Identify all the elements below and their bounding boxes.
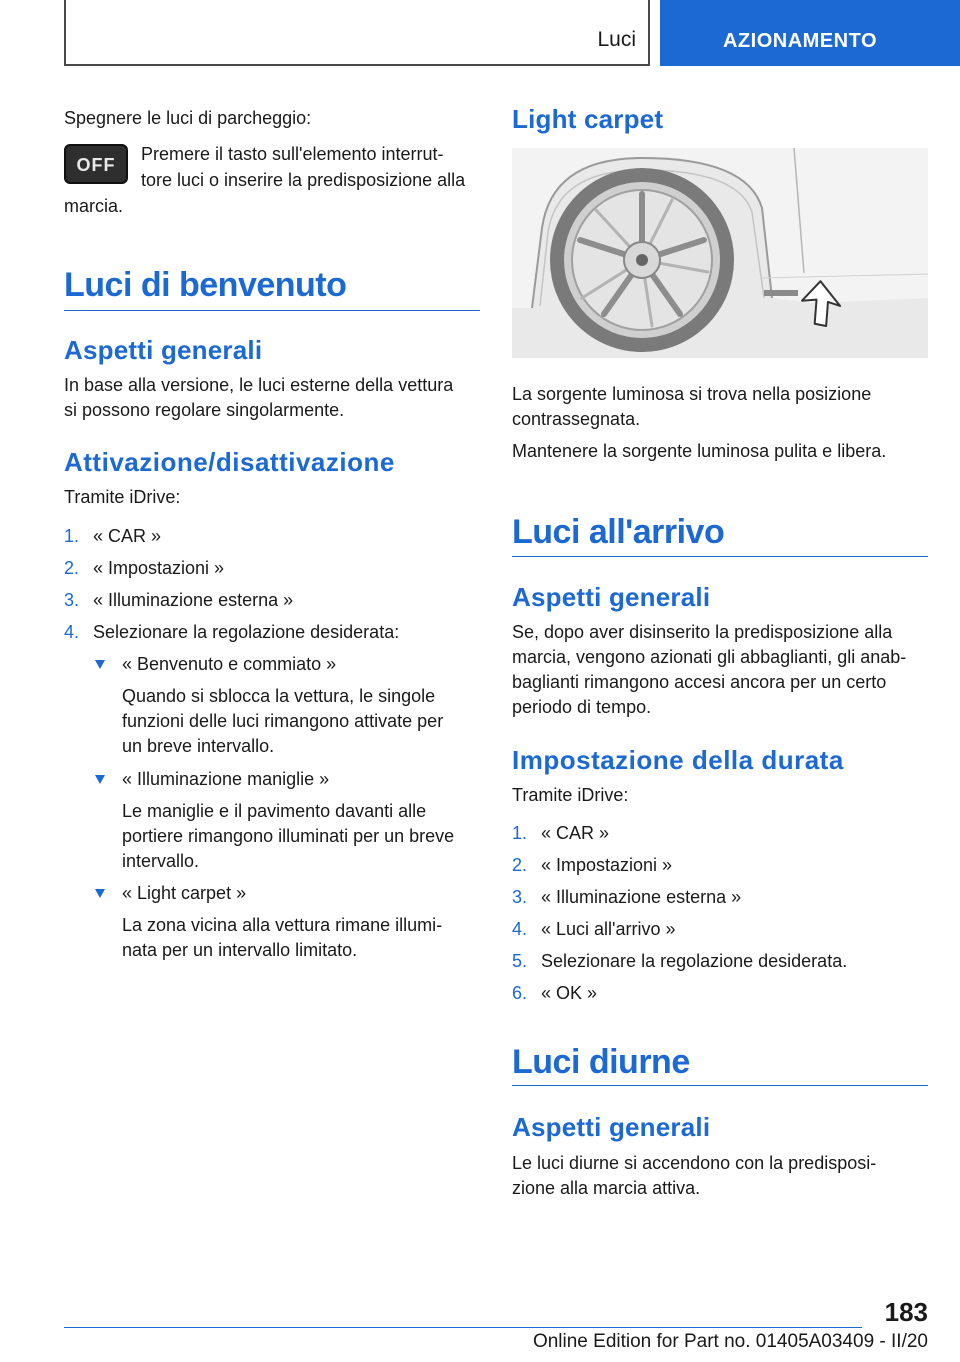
light-carpet-heading: Light carpet bbox=[512, 104, 664, 134]
step-text: « CAR » bbox=[541, 823, 610, 843]
arrival-text-line: baglianti rimangono accesi ancora per un certo bbox=[512, 672, 887, 692]
option-text-line: nata per un intervallo limitato. bbox=[122, 940, 358, 960]
off-instruction-line-3: marcia. bbox=[64, 196, 124, 216]
option-title: « Benvenuto e commiato » bbox=[122, 654, 337, 674]
carpet-text-line-3: Mantenere la sorgente luminosa pulita e libera. bbox=[512, 441, 887, 461]
step-number: 5. bbox=[512, 951, 528, 971]
option-title: « Light carpet » bbox=[122, 883, 247, 903]
bullet-triangle-icon bbox=[95, 660, 105, 669]
option-text-line: Quando si sblocca la vettura, le singole bbox=[122, 686, 436, 706]
parking-lights-intro: Spegnere le luci di parcheggio: bbox=[64, 108, 312, 128]
step-number: 1. bbox=[512, 823, 528, 843]
heading-rule bbox=[64, 310, 480, 311]
daytime-text-line-1: Le luci diurne si accendono con la predisposi- bbox=[512, 1153, 877, 1173]
general-heading-right: Aspetti generali bbox=[512, 582, 711, 612]
footer-rule bbox=[64, 1327, 862, 1328]
step-text: « Impostazioni » bbox=[93, 558, 225, 578]
general-heading-daytime: Aspetti generali bbox=[512, 1112, 711, 1142]
step-text: Selezionare la regolazione desiderata. bbox=[541, 951, 848, 971]
step-text: « OK » bbox=[541, 983, 598, 1003]
option-text-line: Le maniglie e il pavimento davanti alle bbox=[122, 801, 427, 821]
step-number: 2. bbox=[64, 558, 80, 578]
car-wheel-illustration bbox=[512, 148, 928, 358]
step-number: 3. bbox=[512, 887, 528, 907]
option-text-line: portiere rimangono illuminati per un breve bbox=[122, 826, 455, 846]
step-number: 1. bbox=[64, 526, 80, 546]
arrival-text-line: marcia, vengono azionati gli abbaglianti, gli anab- bbox=[512, 647, 907, 667]
off-instruction-line-1: Premere il tasto sull'elemento interrut- bbox=[141, 144, 444, 164]
general-text-line-2: si possono regolare singolarmente. bbox=[64, 400, 345, 420]
footer-edition: Online Edition for Part no. 01405A03409 - II/20 bbox=[532, 1331, 928, 1352]
daytime-text-line-2: zione alla marcia attiva. bbox=[512, 1178, 701, 1198]
step-text: « Luci all'arrivo » bbox=[541, 919, 676, 939]
idrive-label-left: Tramite iDrive: bbox=[64, 487, 181, 507]
option-text-line: La zona vicina alla vettura rimane illumi- bbox=[122, 915, 443, 935]
page-number: 183 bbox=[884, 1297, 928, 1327]
bullet-triangle-icon bbox=[95, 775, 105, 784]
header-section-title: Luci bbox=[597, 28, 636, 51]
option-title: « Illuminazione maniglie » bbox=[122, 769, 330, 789]
step-text: « Illuminazione esterna » bbox=[541, 887, 742, 907]
duration-heading: Impostazione della durata bbox=[512, 745, 844, 775]
step-text: « Illuminazione esterna » bbox=[93, 590, 294, 610]
step-text: « CAR » bbox=[93, 526, 162, 546]
general-heading-left: Aspetti generali bbox=[64, 335, 263, 365]
arrival-text-line: periodo di tempo. bbox=[512, 697, 652, 717]
welcome-lights-heading: Luci di benvenuto bbox=[64, 266, 347, 304]
general-text-line-1: In base alla versione, le luci esterne della vettura bbox=[64, 375, 454, 395]
off-button-icon: OFF bbox=[64, 144, 128, 184]
step-text: Selezionare la regolazione desiderata: bbox=[93, 622, 400, 642]
carpet-text-line-2: contrassegnata. bbox=[512, 409, 641, 429]
option-text-line: intervallo. bbox=[122, 851, 200, 871]
arrival-text-line: Se, dopo aver disinserito la predisposizione alla bbox=[512, 622, 893, 642]
daytime-lights-heading: Luci diurne bbox=[512, 1043, 690, 1081]
carpet-text-line-1: La sorgente luminosa si trova nella posizione bbox=[512, 384, 872, 404]
off-instruction-line-2: tore luci o inserire la predisposizione alla bbox=[141, 170, 466, 190]
activation-heading: Attivazione/disattivazione bbox=[64, 447, 395, 477]
option-text-line: un breve intervallo. bbox=[122, 736, 275, 756]
step-number: 4. bbox=[64, 622, 80, 642]
arrival-lights-heading: Luci all'arrivo bbox=[512, 513, 725, 551]
bullet-triangle-icon bbox=[95, 889, 105, 898]
step-text: « Impostazioni » bbox=[541, 855, 673, 875]
step-number: 4. bbox=[512, 919, 528, 939]
step-number: 2. bbox=[512, 855, 528, 875]
heading-rule bbox=[512, 1085, 928, 1086]
step-number: 3. bbox=[64, 590, 80, 610]
step-number: 6. bbox=[512, 983, 528, 1003]
idrive-label-right: Tramite iDrive: bbox=[512, 785, 629, 805]
heading-rule bbox=[512, 556, 928, 557]
header-chapter-title: AZIONAMENTO bbox=[722, 30, 877, 52]
option-text-line: funzioni delle luci rimangono attivate per bbox=[122, 711, 444, 731]
